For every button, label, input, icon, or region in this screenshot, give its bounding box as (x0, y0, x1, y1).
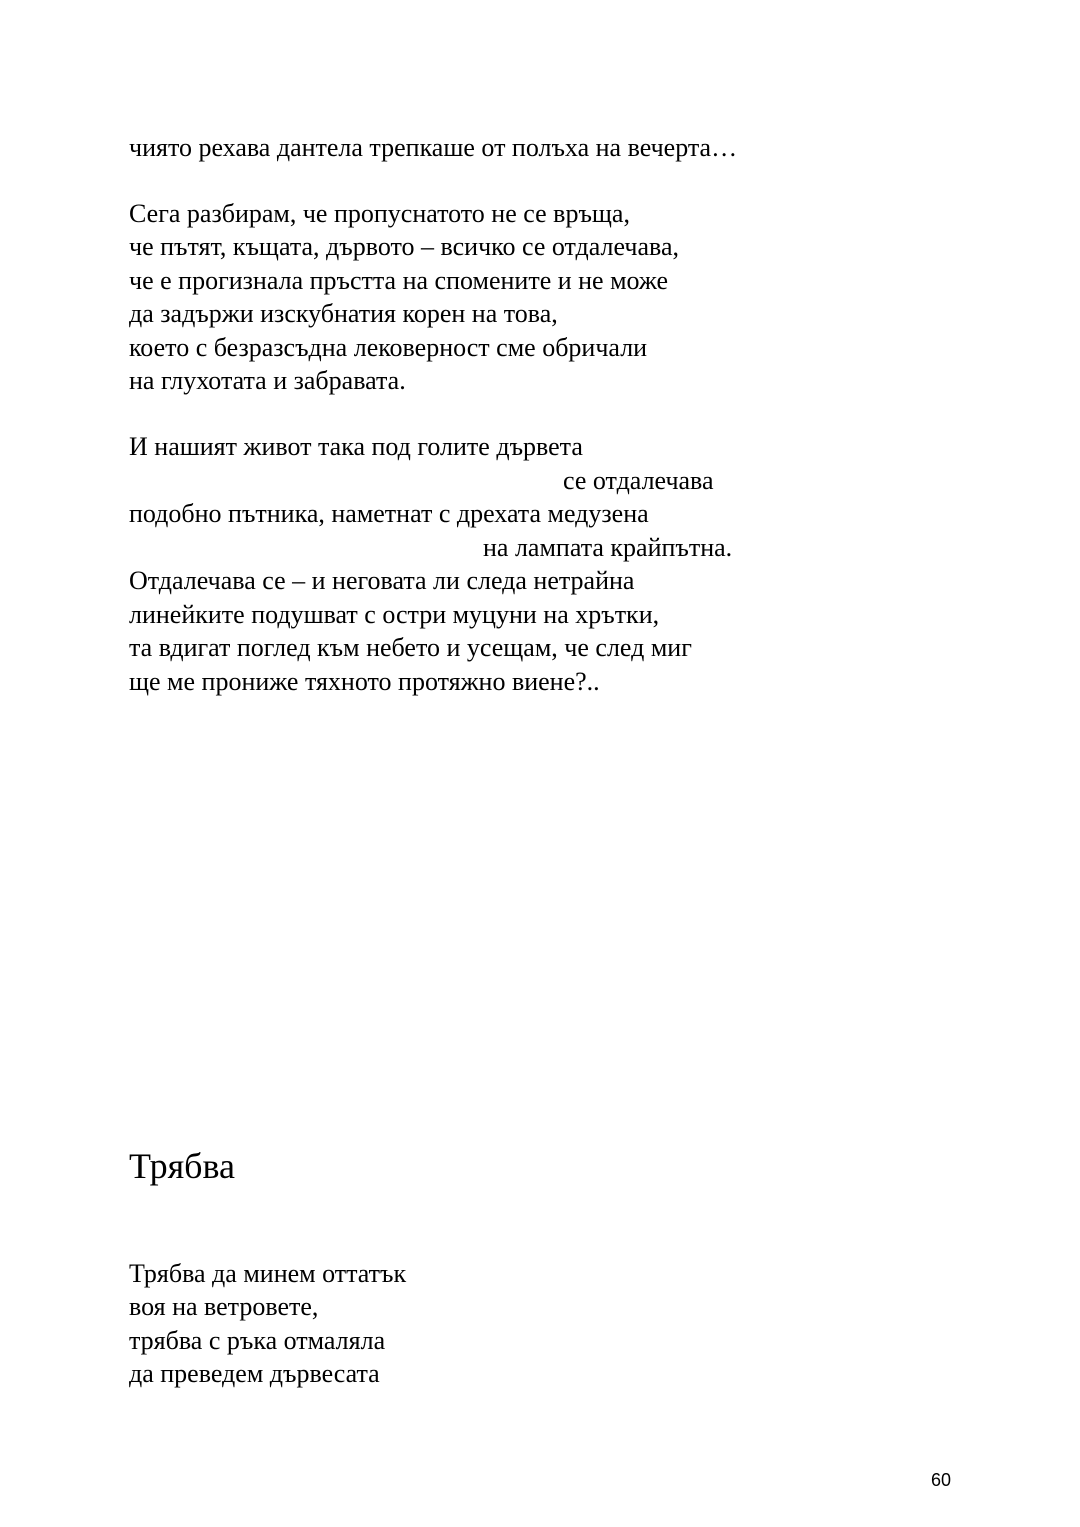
poem-line: че пътят, къщата, дървото – всичко се отдалечава, (129, 232, 679, 261)
poem-line: което с безразсъдна лековерност сме обричали (129, 333, 648, 362)
poem-line: да задържи изскубнатия корен на това, (129, 299, 558, 328)
poem-title: Трябва (129, 1146, 235, 1186)
poem-line: че е прогизнала пръстта на спомените и не може (129, 266, 669, 295)
poem-line: Отдалечава се – и неговата ли следа нетрайна (129, 566, 635, 595)
poem-line: трябва с ръка отмаляла (129, 1326, 386, 1355)
poem-line: И нашият живот така под голите дървета (129, 432, 583, 461)
poem-line: Трябва да минем оттатък (129, 1259, 407, 1288)
poem-line-indented: на лампата крайпътна. (483, 533, 733, 562)
poem-line: да преведем дървесата (129, 1359, 380, 1388)
poem-line: подобно пътника, наметнат с дрехата медузена (129, 499, 649, 528)
poem-line: чиято рехава дантела трепкаше от полъха на вечерта… (129, 133, 738, 162)
poem-line: ще ме прониже тяхното протяжно виене?.. (129, 667, 600, 696)
poem-line: линейките подушват с остри муцуни на хрътки, (129, 600, 660, 629)
poem-line-indented: се отдалечава (563, 466, 714, 495)
poem-line: на глухотата и забравата. (129, 366, 406, 395)
poem-line: та вдигат поглед към небето и усещам, че след миг (129, 633, 692, 662)
poem-line: воя на ветровете, (129, 1292, 319, 1321)
poem-line: Сега разбирам, че пропуснатото не се връща, (129, 199, 630, 228)
page-number: 60 (931, 1470, 952, 1490)
